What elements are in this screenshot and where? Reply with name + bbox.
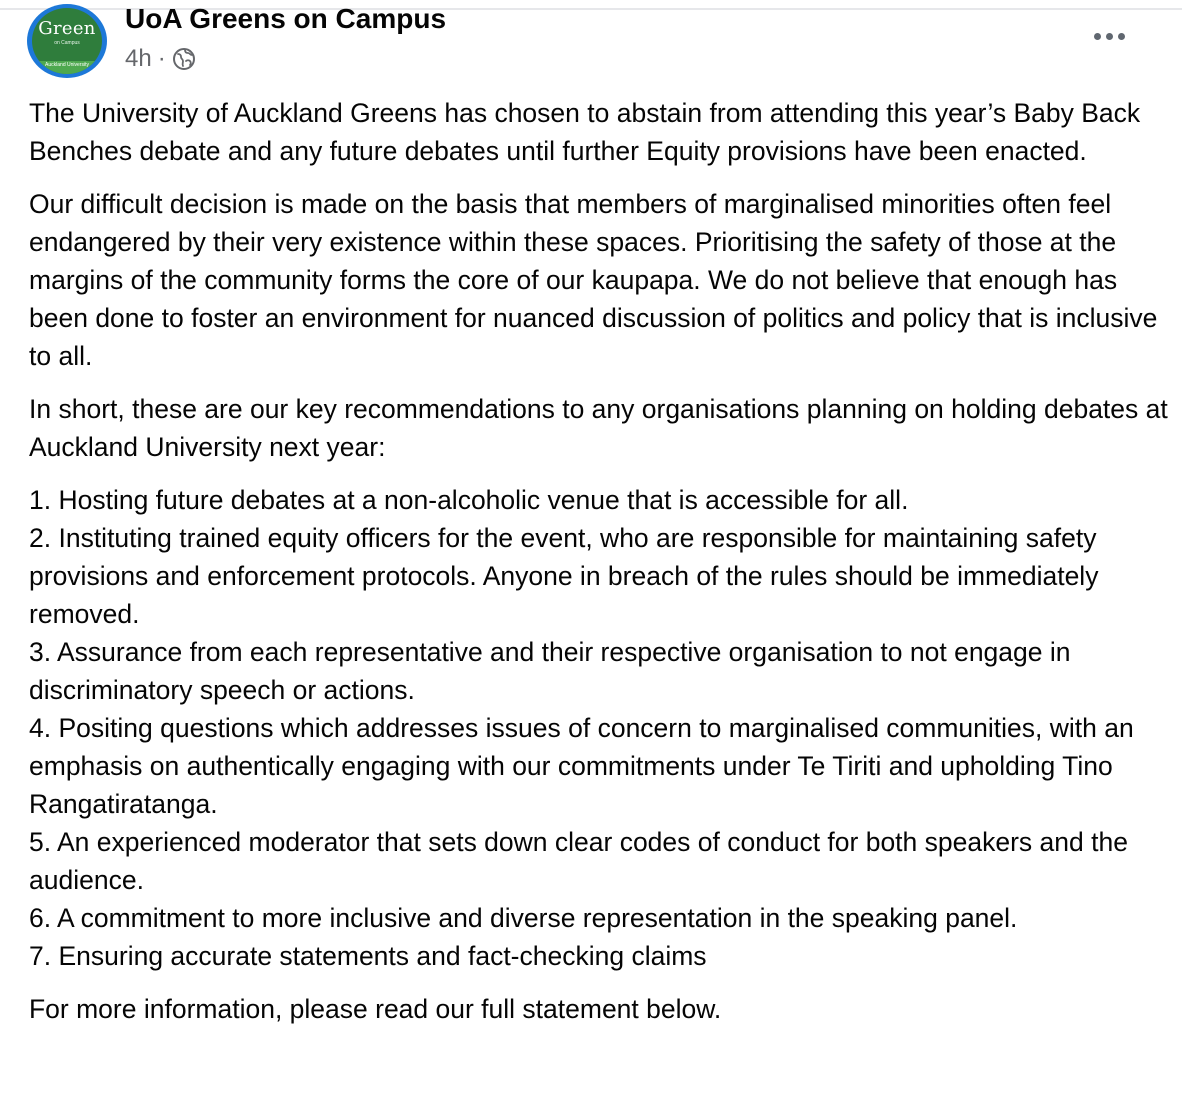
more-options-icon[interactable]	[1086, 24, 1132, 48]
post-closing: For more information, please read our full statement below.	[29, 994, 722, 1024]
author-name[interactable]: UoA Greens on Campus	[125, 3, 447, 34]
more-dot	[1106, 33, 1113, 40]
avatar-logo-band: Auckland University	[32, 61, 102, 74]
recommendations-list	[29, 481, 1169, 975]
avatar-logo-subtext: on Campus	[54, 40, 80, 46]
recommendation-item: 6. A commitment to more inclusive and diverse representation in the speaking panel.	[29, 903, 1018, 933]
post-paragraph-reason: Our difficult decision is made on the basis that members of marginalised minorities often feel endangered by their very existence within these spaces. Prioritising the safety of those at the margins of the community forms the core of our kaupapa. We do not believe that enough has been done to foster an environment for nuanced discussion of politics and policy that is inclusive to all.	[29, 189, 1158, 371]
avatar[interactable]	[27, 4, 107, 78]
more-dot	[1118, 33, 1125, 40]
globe-icon[interactable]	[172, 47, 196, 71]
recommendation-item: 4. Positing questions which addresses issues of concern to marginalised communities, with an emphasis on authentically engaging with our commitments under Te Tiriti and upholding Tino Rangatiratanga.	[29, 713, 1134, 819]
meta-separator: ·	[157, 45, 166, 72]
post-paragraph-recommendations-intro: In short, these are our key recommendations to any organisations planning on holding debates at Auckland University next year:	[29, 394, 1168, 462]
recommendation-item: 3. Assurance from each representative and their respective organisation to not engage in discriminatory speech or actions.	[29, 637, 1071, 705]
recommendation-item: 1. Hosting future debates at a non-alcoholic venue that is accessible for all.	[29, 485, 909, 515]
post-timestamp[interactable]: 4h	[125, 45, 152, 72]
post-body	[29, 94, 1169, 1043]
post-meta	[125, 45, 196, 73]
avatar-logo-word: Green	[38, 18, 96, 39]
avatar-logo	[32, 8, 102, 74]
more-dot	[1094, 33, 1101, 40]
recommendation-item: 5. An experienced moderator that sets down clear codes of conduct for both speakers and the audience.	[29, 827, 1128, 895]
recommendation-item: 7. Ensuring accurate statements and fact-checking claims	[29, 941, 707, 971]
recommendation-item: 2. Instituting trained equity officers for the event, who are responsible for maintaining safety provisions and enforcement protocols. Anyone in breach of the rules should be immediately removed.	[29, 523, 1099, 629]
post-paragraph-intro: The University of Auckland Greens has chosen to abstain from attending this year’s Baby Back Benches debate and any future debates until further Equity provisions have been enacted.	[29, 98, 1141, 166]
